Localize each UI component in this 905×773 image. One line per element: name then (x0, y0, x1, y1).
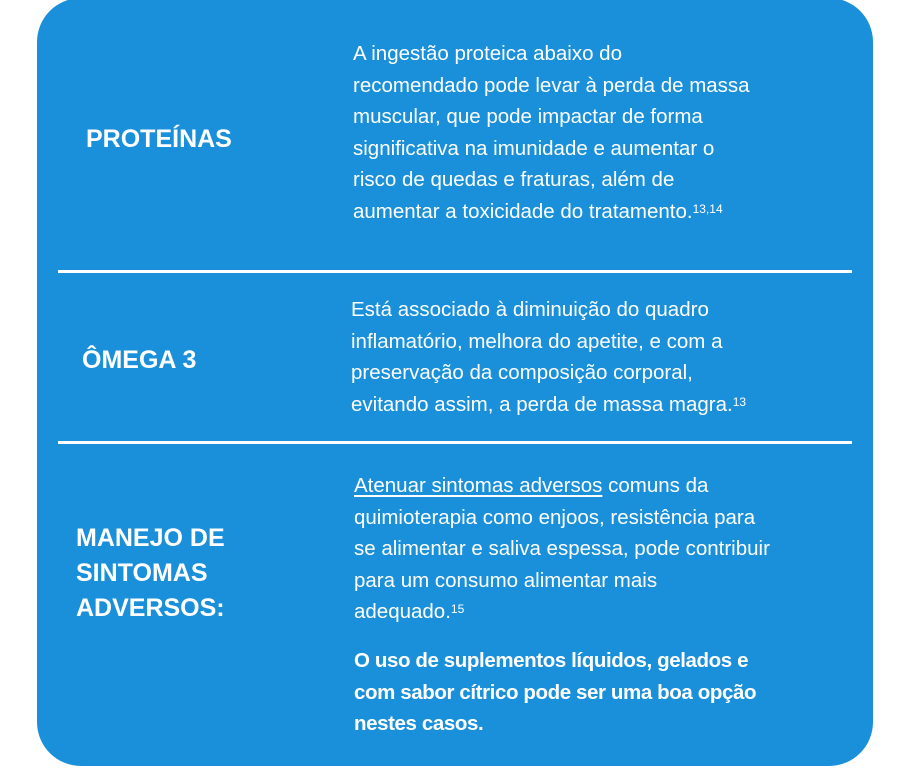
highlight-text (354, 645, 756, 740)
text-line: quimioterapia como enjoos, resistência para (354, 505, 756, 529)
text-line: com sabor cítrico pode ser uma boa opção (354, 680, 757, 704)
label-line: ADVERSOS: (76, 594, 225, 622)
text-line: risco de quedas e fraturas, além de (353, 168, 675, 191)
text-line: para um consumo alimentar mais (354, 568, 658, 592)
text-line: significativa na imunidade e aumentar o (353, 136, 715, 160)
label-line: SINTOMAS (76, 559, 208, 587)
divider (58, 441, 852, 444)
text-line: recomendado pode levar à perda de massa (353, 73, 750, 97)
text-line: muscular, que pode impactar de forma (353, 105, 703, 128)
text-line: nestes casos. (354, 712, 484, 735)
text-line: Está associado à diminuição do quadro (351, 298, 709, 321)
text-line: A ingestão proteica abaixo do (353, 42, 622, 65)
text-line: adequado. (354, 600, 451, 623)
divider (58, 270, 852, 273)
underlined-text: Atenuar sintomas adversos (354, 474, 603, 497)
row-label-omega3: ÔMEGA 3 (82, 346, 197, 374)
row-label-proteinas: PROTEÍNAS (86, 125, 232, 153)
row-text-omega3 (351, 294, 746, 420)
text-line: comuns da (602, 474, 709, 497)
text-line: preservação da composição corporal, (351, 361, 693, 384)
text-line: inflamatório, melhora do apetite, e com a (351, 329, 723, 353)
reference: 15 (450, 602, 465, 616)
reference: 13 (732, 394, 747, 409)
row-text-proteinas (353, 38, 750, 227)
text-line: se alimentar e saliva espessa, pode contribuir (354, 537, 770, 560)
reference: 13,14 (692, 201, 723, 216)
row-label-manejo (76, 521, 225, 626)
label-line: MANEJO DE (76, 524, 225, 552)
row-text-manejo (354, 470, 770, 628)
text-line: evitando assim, a perda de massa magra. (351, 392, 733, 416)
text-line: aumentar a toxicidade do tratamento. (353, 199, 693, 223)
text-line: O uso de suplementos líquidos, gelados e (354, 649, 749, 672)
